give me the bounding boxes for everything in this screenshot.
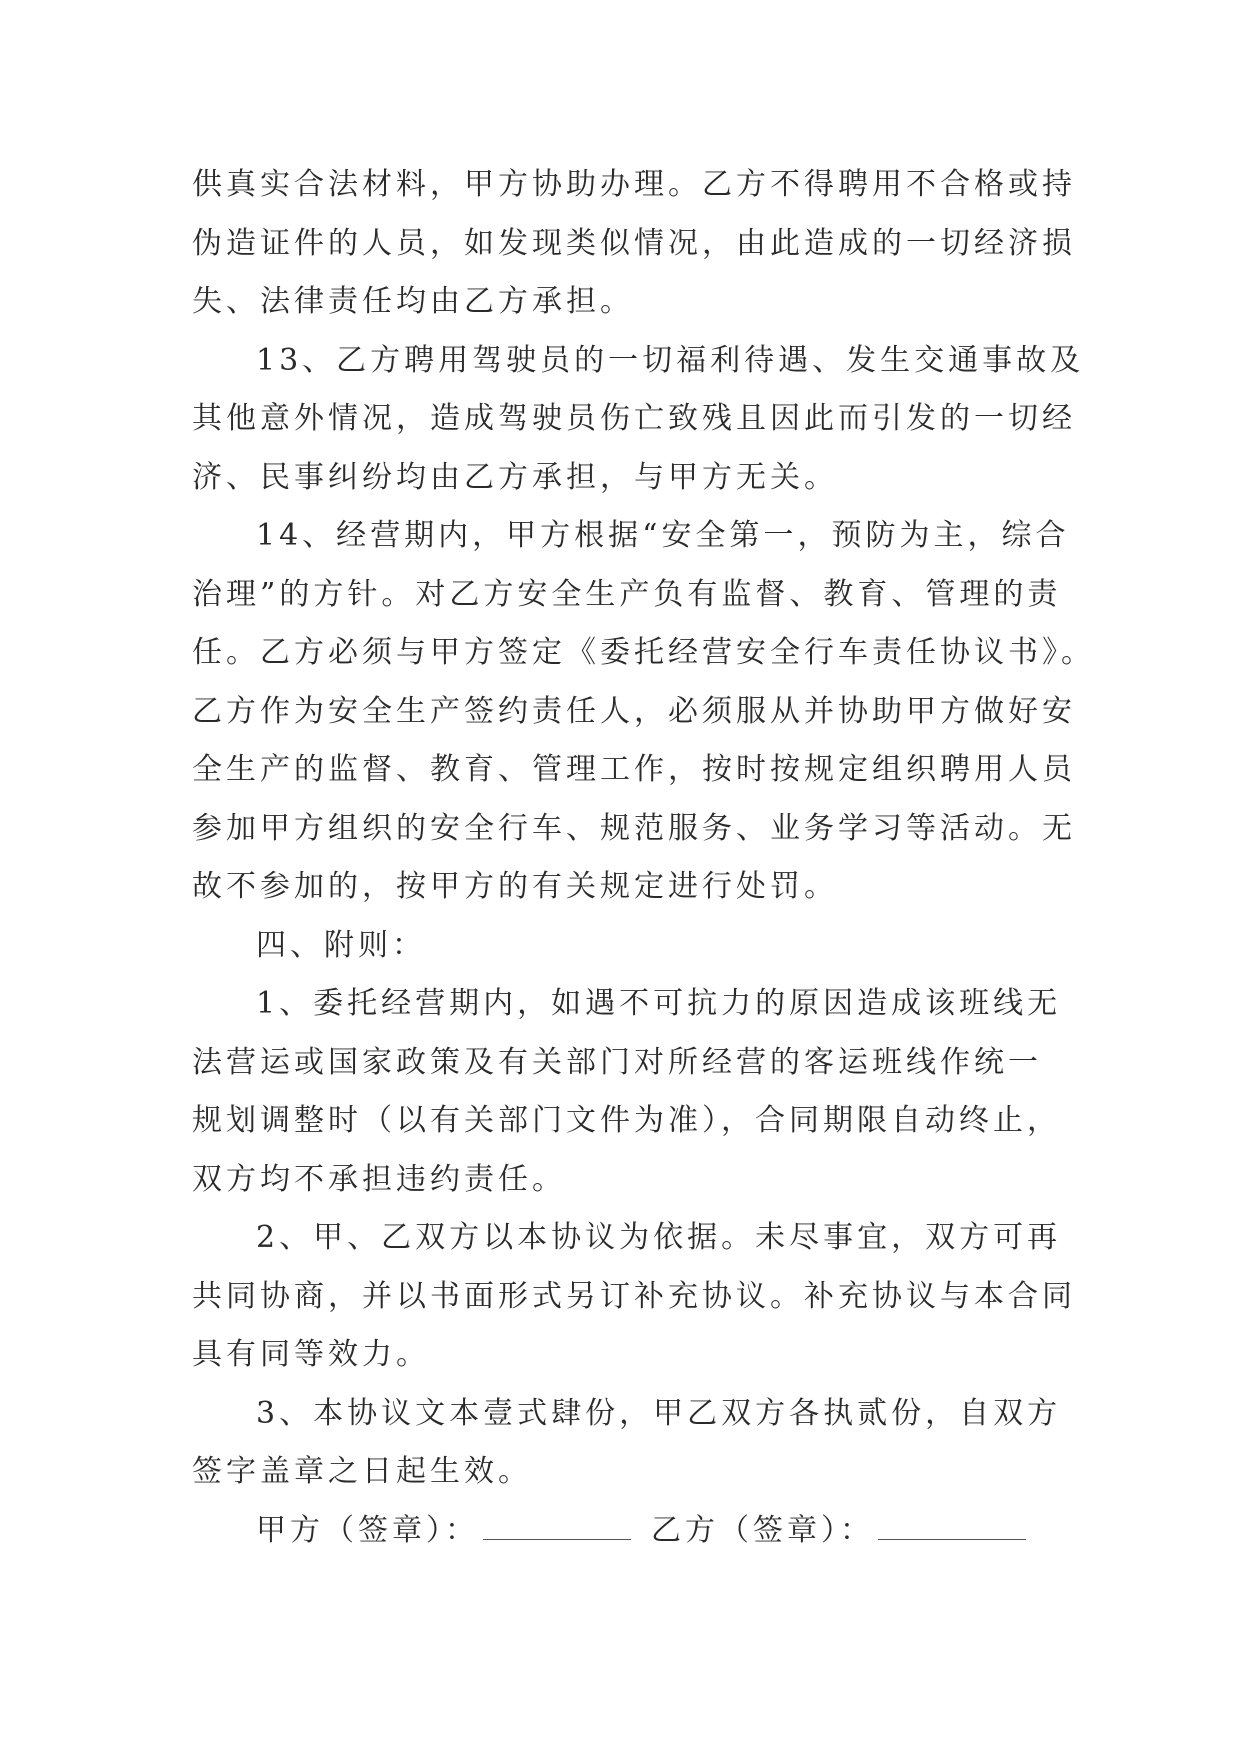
party-a-signature-label: 甲方（签章）： — [256, 1512, 479, 1548]
section-heading: 四、附则： — [256, 927, 426, 963]
text-line: 故不参加的，按甲方的有关规定进行处罚。 — [192, 869, 838, 904]
text-line: 共同协商，并以书面形式另订补充协议。补充协议与本合同 — [192, 1278, 1076, 1314]
party-b-signature-blank — [878, 1509, 1026, 1540]
text-line: 供真实合法材料，甲方协助办理。乙方不得聘用不合格或持 — [192, 167, 1076, 202]
text-line: 伪造证件的人员，如发现类似情况，由此造成的一切经济损 — [192, 225, 1076, 261]
text-line: 全生产的监督、教育、管理工作，按时按规定组织聘用人员 — [192, 752, 1076, 787]
text-line: 治理”的方针。对乙方安全生产负有监督、教育、管理的责 — [192, 576, 1062, 612]
text-line: 双方均不承担违约责任。 — [192, 1161, 566, 1197]
text-line: 签字盖章之日起生效。 — [192, 1454, 532, 1489]
text-line: 法营运或国家政策及有关部门对所经营的客运班线作统一 — [192, 1044, 1042, 1080]
clause-13-line: 13、乙方聘用驾驶员的一切福利待遇、发生交通事故及 — [256, 342, 1085, 378]
text-line: 规划调整时（以有关部门文件为准），合同期限自动终止， — [192, 1103, 1061, 1138]
party-a-signature-blank — [483, 1509, 631, 1540]
document-body — [192, 156, 1095, 1560]
text-line: 其他意外情况，造成驾驶员伤亡致残且因此而引发的一切经 — [192, 401, 1076, 436]
text-line: 任。乙方必须与甲方签定《委托经营安全行车责任协议书》。 — [192, 635, 1095, 670]
party-b-signature-label: 乙方（签章）： — [651, 1512, 874, 1548]
signature-line — [192, 1502, 1072, 1561]
text-line: 参加甲方组织的安全行车、规范服务、业务学习等活动。无 — [192, 810, 1076, 846]
appendix-clause-3-line: 3、本协议文本壹式肆份，甲乙双方各执贰份，自双方 — [256, 1395, 1062, 1431]
text-line: 失、法律责任均由乙方承担。 — [192, 284, 634, 319]
text-line: 济、民事纠纷均由乙方承担，与甲方无关。 — [192, 459, 838, 495]
appendix-clause-1-line: 1、委托经营期内，如遇不可抗力的原因造成该班线无 — [256, 986, 1062, 1021]
appendix-clause-2-line: 2、甲、乙双方以本协议为依据。未尽事宜，双方可再 — [256, 1220, 1062, 1255]
clause-14-line: 14、经营期内，甲方根据“安全第一，预防为主，综合 — [256, 518, 1070, 553]
text-line: 具有同等效力。 — [192, 1337, 430, 1372]
text-line: 乙方作为安全生产签约责任人，必须服从并协助甲方做好安 — [192, 693, 1076, 729]
